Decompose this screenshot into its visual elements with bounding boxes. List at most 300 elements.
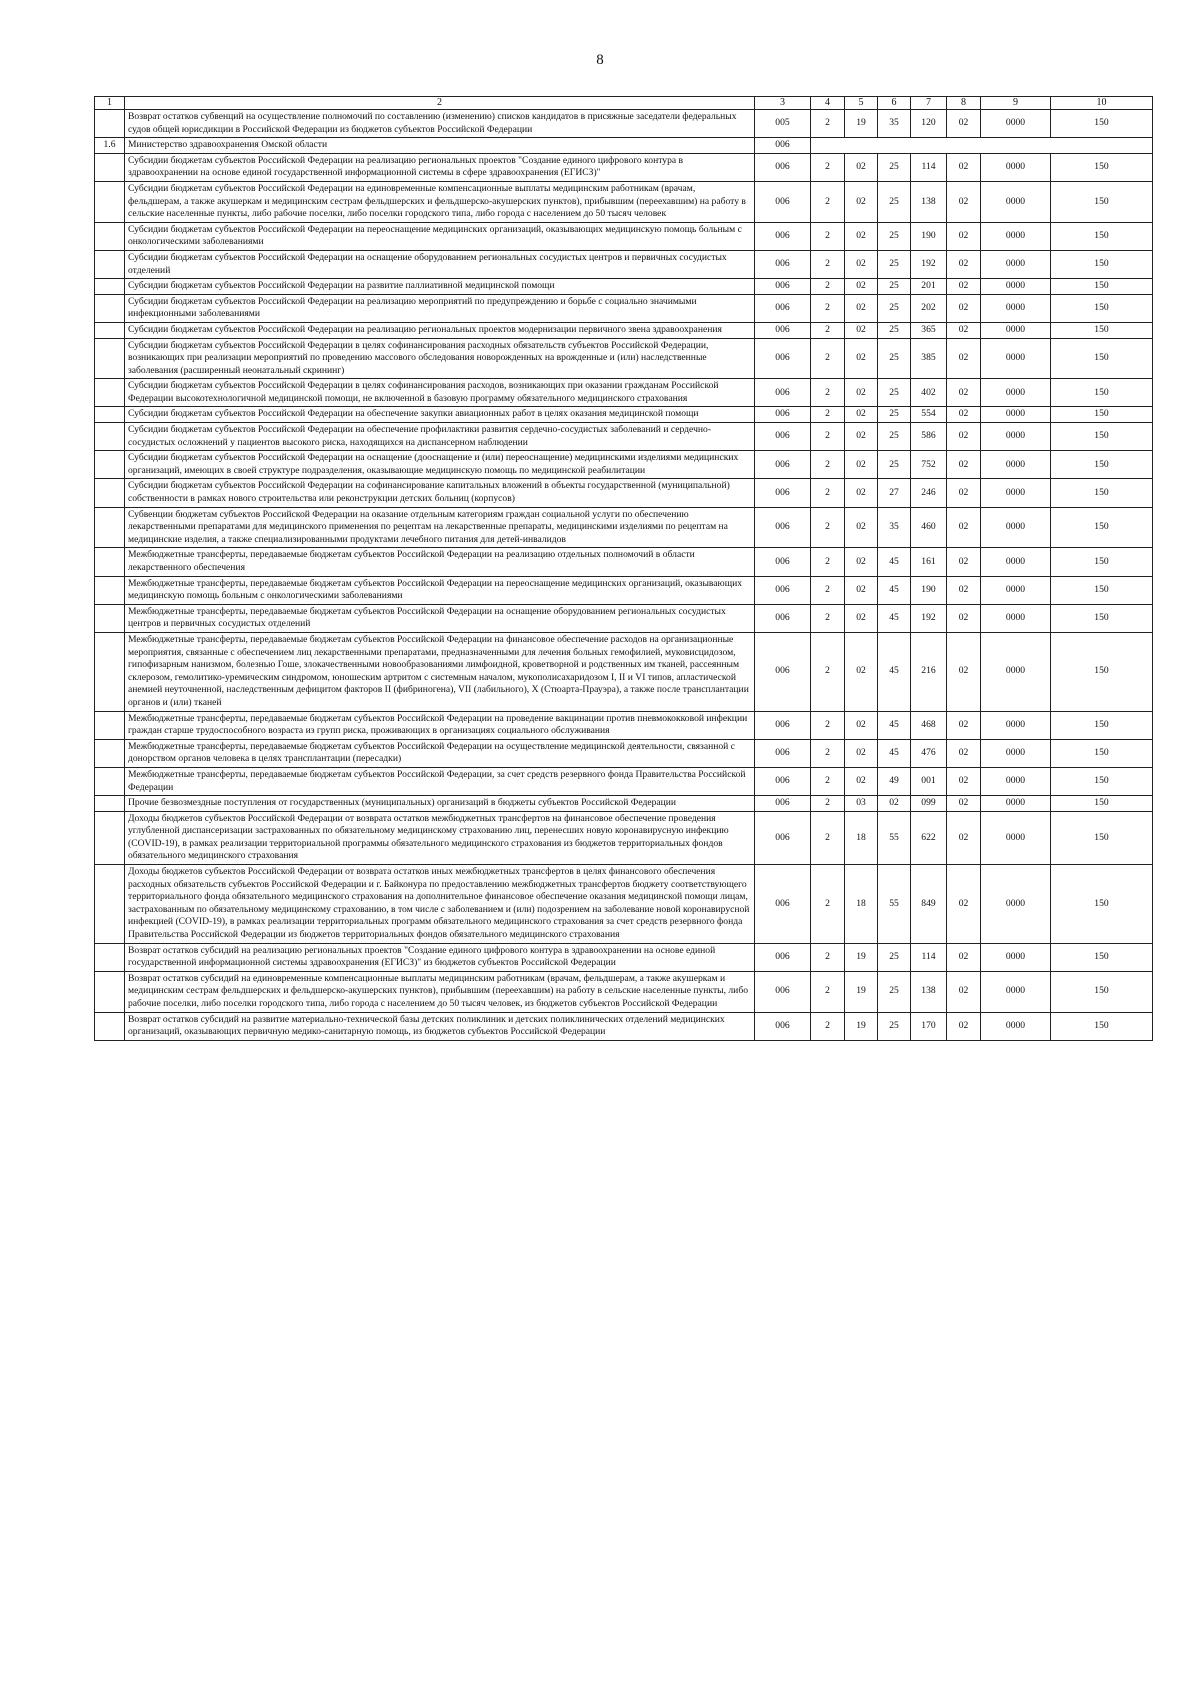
code-cell: 02	[947, 604, 981, 632]
table-row	[95, 632, 1153, 711]
row-number	[95, 971, 125, 1012]
code-cell: 02	[947, 811, 981, 864]
code-cell: 25	[878, 451, 911, 479]
code-cell: 006	[755, 604, 811, 632]
code-cell: 150	[1051, 548, 1153, 576]
row-number	[95, 548, 125, 576]
code-cell: 006	[755, 138, 811, 154]
code-cell: 005	[755, 110, 811, 138]
code-cell: 150	[1051, 576, 1153, 604]
code-cell: 150	[1051, 507, 1153, 548]
row-number	[95, 181, 125, 222]
code-cell: 006	[755, 865, 811, 944]
code-cell: 25	[878, 294, 911, 322]
table-row	[95, 971, 1153, 1012]
row-number	[95, 943, 125, 971]
table-row	[95, 110, 1153, 138]
code-cell: 02	[845, 548, 878, 576]
code-cell: 2	[811, 181, 845, 222]
code-cell: 150	[1051, 338, 1153, 379]
table-row	[95, 507, 1153, 548]
code-cell: 202	[911, 294, 947, 322]
row-number	[95, 811, 125, 864]
code-cell: 150	[1051, 153, 1153, 181]
code-cell: 02	[845, 507, 878, 548]
code-cell: 150	[1051, 767, 1153, 795]
code-cell: 120	[911, 110, 947, 138]
header-cell: 7	[911, 97, 947, 110]
code-cell: 02	[947, 632, 981, 711]
code-cell: 45	[878, 739, 911, 767]
code-cell: 150	[1051, 711, 1153, 739]
code-cell: 2	[811, 943, 845, 971]
code-cell: 02	[845, 604, 878, 632]
code-cell: 2	[811, 451, 845, 479]
table-row	[95, 338, 1153, 379]
code-cell: 02	[947, 479, 981, 507]
code-cell: 35	[878, 110, 911, 138]
table-row	[95, 604, 1153, 632]
row-name: Субсидии бюджетам субъектов Российской Федерации на реализацию региональных проектов модернизации первичного звена здравоохранения	[125, 322, 755, 338]
table-row	[95, 279, 1153, 295]
code-cell: 0000	[981, 423, 1051, 451]
code-cell: 02	[947, 181, 981, 222]
code-cell: 0000	[981, 279, 1051, 295]
code-cell: 02	[845, 632, 878, 711]
table-row	[95, 943, 1153, 971]
header-cell: 5	[845, 97, 878, 110]
code-cell: 02	[845, 181, 878, 222]
table-row	[95, 379, 1153, 407]
row-number	[95, 796, 125, 812]
code-cell: 2	[811, 971, 845, 1012]
header-cell: 6	[878, 97, 911, 110]
code-cell: 0000	[981, 767, 1051, 795]
code-cell: 006	[755, 181, 811, 222]
row-name: Межбюджетные трансферты, передаваемые бюджетам субъектов Российской Федерации, за счет средств резервного фонда Правительства Российской Федерации	[125, 767, 755, 795]
code-cell: 554	[911, 407, 947, 423]
row-name: Субсидии бюджетам субъектов Российской Федерации на реализацию мероприятий по предупреждению и борьбе с социально значимыми инфекционными заболеваниями	[125, 294, 755, 322]
code-cell: 02	[845, 322, 878, 338]
code-cell: 2	[811, 294, 845, 322]
code-cell: 150	[1051, 604, 1153, 632]
table-row	[95, 250, 1153, 278]
row-number	[95, 338, 125, 379]
header-cell: 10	[1051, 97, 1153, 110]
code-cell: 45	[878, 632, 911, 711]
code-cell: 385	[911, 338, 947, 379]
code-cell: 150	[1051, 971, 1153, 1012]
code-cell: 2	[811, 507, 845, 548]
row-name: Межбюджетные трансферты, передаваемые бюджетам субъектов Российской Федерации на реализацию отдельных полномочий в области лекарственного обеспечения	[125, 548, 755, 576]
code-cell: 02	[845, 423, 878, 451]
row-number	[95, 153, 125, 181]
code-cell: 02	[845, 451, 878, 479]
row-name: Возврат остатков субвенций на осуществление полномочий по составлению (изменению) списков кандидатов в присяжные заседатели федеральных судов общей юрисдикции в Российской Федерации из бюджетов субъектов Российской Федерации	[125, 110, 755, 138]
code-cell: 170	[911, 1012, 947, 1040]
code-cell: 02	[845, 711, 878, 739]
code-cell: 02	[947, 971, 981, 1012]
code-cell: 2	[811, 632, 845, 711]
code-cell: 0000	[981, 576, 1051, 604]
row-name: Межбюджетные трансферты, передаваемые бюджетам субъектов Российской Федерации на осуществление медицинской деятельности, связанной с донорством органов человека в целях трансплантации (пересадки)	[125, 739, 755, 767]
row-number	[95, 767, 125, 795]
code-cell: 27	[878, 479, 911, 507]
code-cell: 006	[755, 767, 811, 795]
code-cell: 099	[911, 796, 947, 812]
code-cell: 006	[755, 971, 811, 1012]
code-cell: 18	[845, 865, 878, 944]
row-number	[95, 576, 125, 604]
code-cell: 0000	[981, 943, 1051, 971]
code-cell: 55	[878, 811, 911, 864]
code-cell: 02	[947, 250, 981, 278]
code-cell: 2	[811, 338, 845, 379]
row-number	[95, 604, 125, 632]
code-cell: 476	[911, 739, 947, 767]
code-cell: 02	[947, 110, 981, 138]
code-cell: 006	[755, 632, 811, 711]
code-cell: 0000	[981, 865, 1051, 944]
table-row	[95, 711, 1153, 739]
code-cell: 150	[1051, 865, 1153, 944]
code-cell: 2	[811, 279, 845, 295]
table-row	[95, 767, 1153, 795]
code-cell: 18	[845, 811, 878, 864]
code-cell: 2	[811, 407, 845, 423]
code-cell: 25	[878, 279, 911, 295]
code-cell: 150	[1051, 407, 1153, 423]
code-cell: 02	[947, 407, 981, 423]
code-cell: 45	[878, 711, 911, 739]
code-cell: 150	[1051, 423, 1153, 451]
row-number	[95, 407, 125, 423]
code-cell: 25	[878, 181, 911, 222]
code-cell: 0000	[981, 222, 1051, 250]
table-row	[95, 576, 1153, 604]
code-cell: 0000	[981, 507, 1051, 548]
code-cell: 02	[845, 379, 878, 407]
row-number	[95, 222, 125, 250]
row-name: Субсидии бюджетам субъектов Российской Федерации в целях софинансирования расходных обязательств субъектов Российской Федерации, возникающих при реализации мероприятий по проведению массового обследования новорожденных на врожденные и (или) наследственные заболевания (расширенный неонатальный скрининг)	[125, 338, 755, 379]
code-cell: 2	[811, 711, 845, 739]
code-cell: 150	[1051, 379, 1153, 407]
row-number	[95, 632, 125, 711]
code-cell: 006	[755, 153, 811, 181]
code-cell: 0000	[981, 153, 1051, 181]
table-row	[95, 222, 1153, 250]
code-cell: 006	[755, 322, 811, 338]
row-number	[95, 739, 125, 767]
code-cell: 752	[911, 451, 947, 479]
row-name: Субсидии бюджетам субъектов Российской Федерации на переоснащение медицинских организаций, оказывающих медицинскую помощь больным с онкологическими заболеваниями	[125, 222, 755, 250]
code-cell: 216	[911, 632, 947, 711]
header-row	[95, 97, 1153, 110]
row-name: Межбюджетные трансферты, передаваемые бюджетам субъектов Российской Федерации на финансовое обеспечение расходов на организационные мероприятия, связанные с обеспечением лиц лекарственными препаратами, предназначенными для лечения больных гемофилией, муковисцидозом, гипофизарным нанизмом, болезнью Гоше, злокачественными новообразованиями лимфоидной, кроветворной и родственных им тканей, рассеянным склерозом, гемолитико-уремическим синдромом, юношеским артритом с системным началом, мукополисахаридозом I, II и VI типов, апластической анемией неуточненной, наследственным дефицитом факторов II (фибриногена), VII (лабильного), X (Стюарта-Прауэра), а также после трансплантации органов и (или) тканей	[125, 632, 755, 711]
code-cell: 0000	[981, 322, 1051, 338]
code-cell: 25	[878, 222, 911, 250]
code-cell: 2	[811, 153, 845, 181]
code-cell: 006	[755, 1012, 811, 1040]
code-cell: 2	[811, 576, 845, 604]
code-cell: 0000	[981, 1012, 1051, 1040]
code-cell: 02	[947, 548, 981, 576]
code-cell: 45	[878, 548, 911, 576]
header-cell: 4	[811, 97, 845, 110]
code-cell: 0000	[981, 711, 1051, 739]
code-cell: 150	[1051, 632, 1153, 711]
code-cell: 0000	[981, 338, 1051, 379]
row-name: Субсидии бюджетам субъектов Российской Федерации на оснащение (дооснащение и (или) переоснащение) медицинскими изделиями медицинских организаций, имеющих в своей структуре подразделения, оказывающие медицинскую помощь по медицинской реабилитации	[125, 451, 755, 479]
table-row	[95, 796, 1153, 812]
code-cell: 0000	[981, 379, 1051, 407]
code-cell: 150	[1051, 739, 1153, 767]
code-cell: 190	[911, 576, 947, 604]
row-number	[95, 294, 125, 322]
row-name: Межбюджетные трансферты, передаваемые бюджетам субъектов Российской Федерации на проведение вакцинации против пневмококковой инфекции граждан старше трудоспособного возраста из групп риска, проживающих в организациях социального обслуживания	[125, 711, 755, 739]
code-cell: 49	[878, 767, 911, 795]
code-cell: 0000	[981, 110, 1051, 138]
row-name: Субсидии бюджетам субъектов Российской Федерации на оснащение оборудованием региональных сосудистых центров и первичных сосудистых отделений	[125, 250, 755, 278]
row-name: Доходы бюджетов субъектов Российской Федерации от возврата остатков межбюджетных трансфертов на финансовое обеспечение проведения углубленной диспансеризации застрахованных по обязательному медицинскому страхованию лиц, перенесших новую коронавирусную инфекцию (COVID-19), в рамках реализации территориальной программы обязательного медицинского страхования из бюджетов территориальных фондов обязательного медицинского страхования	[125, 811, 755, 864]
table-row	[95, 322, 1153, 338]
code-cell: 150	[1051, 181, 1153, 222]
code-cell: 0000	[981, 604, 1051, 632]
code-cell: 19	[845, 110, 878, 138]
code-cell: 849	[911, 865, 947, 944]
code-cell: 2	[811, 423, 845, 451]
table-row	[95, 865, 1153, 944]
row-name: Субсидии бюджетам субъектов Российской Федерации на обеспечение закупки авиационных работ в целях оказания медицинской помощи	[125, 407, 755, 423]
code-cell: 138	[911, 971, 947, 1012]
code-cell: 006	[755, 711, 811, 739]
code-cell: 161	[911, 548, 947, 576]
row-number	[95, 1012, 125, 1040]
code-cell: 2	[811, 739, 845, 767]
code-cell: 02	[947, 379, 981, 407]
code-cell: 006	[755, 423, 811, 451]
code-cell: 2	[811, 322, 845, 338]
code-cell: 150	[1051, 479, 1153, 507]
code-cell: 02	[845, 479, 878, 507]
code-cell: 138	[911, 181, 947, 222]
code-cell: 02	[947, 507, 981, 548]
code-cell: 02	[947, 322, 981, 338]
row-name: Возврат остатков субсидий на реализацию региональных проектов "Создание единого цифрового контура в здравоохранении на основе единой государственной информационной системы здравоохранения (ЕГИСЗ)" из бюджетов субъектов Российской Федерации	[125, 943, 755, 971]
row-number	[95, 250, 125, 278]
code-cell: 02	[845, 767, 878, 795]
table-row	[95, 451, 1153, 479]
code-cell: 02	[947, 423, 981, 451]
code-cell: 02	[845, 250, 878, 278]
code-cell: 25	[878, 322, 911, 338]
code-cell: 006	[755, 250, 811, 278]
table-row	[95, 479, 1153, 507]
code-cell: 02	[845, 222, 878, 250]
table-header	[95, 97, 1153, 110]
code-cell: 2	[811, 767, 845, 795]
table-row	[95, 811, 1153, 864]
code-cell: 02	[845, 407, 878, 423]
code-cell: 0000	[981, 181, 1051, 222]
code-cell: 0000	[981, 451, 1051, 479]
table-row	[95, 294, 1153, 322]
row-name: Министерство здравоохранения Омской области	[125, 138, 755, 154]
row-name: Субсидии бюджетам субъектов Российской Федерации в целях софинансирования расходов, возникающих при оказании гражданам Российской Федерации высокотехнологичной медицинской помощи, не включенной в базовую программу обязательного медицинского страхования	[125, 379, 755, 407]
code-cell: 586	[911, 423, 947, 451]
row-name: Доходы бюджетов субъектов Российской Федерации от возврата остатков иных межбюджетных трансфертов в целях финансового обеспечения расходных обязательств субъектов Российской Федерации и г. Байконура по предоставлению межбюджетных трансфертов бюджету соответствующего территориального фонда обязательного медицинского страхования на дополнительное финансовое обеспечение оказания медицинской помощи лицам, застрахованным по обязательному медицинскому страхованию, в том числе с заболеванием и (или) подозрением на заболевание новой коронавирусной инфекцией (COVID-19), в рамках реализации территориальных программ обязательного медицинского страхования за счет средств резервного фонда Правительства Российской Федерации из бюджетов территориальных фондов обязательного медицинского страхования	[125, 865, 755, 944]
code-cell: 402	[911, 379, 947, 407]
code-cell: 006	[755, 338, 811, 379]
code-cell: 006	[755, 548, 811, 576]
code-cell: 02	[947, 865, 981, 944]
code-cell: 25	[878, 407, 911, 423]
table-row	[95, 407, 1153, 423]
row-name: Субсидии бюджетам субъектов Российской Федерации на развитие паллиативной медицинской помощи	[125, 279, 755, 295]
row-number	[95, 507, 125, 548]
code-cell: 006	[755, 279, 811, 295]
row-number	[95, 379, 125, 407]
code-cell: 25	[878, 1012, 911, 1040]
code-cell: 2	[811, 604, 845, 632]
table-row	[95, 181, 1153, 222]
code-cell: 0000	[981, 250, 1051, 278]
code-cell: 02	[845, 338, 878, 379]
code-cell: 02	[845, 576, 878, 604]
code-cell: 02	[947, 576, 981, 604]
code-cell: 460	[911, 507, 947, 548]
code-cell: 25	[878, 971, 911, 1012]
header-cell: 8	[947, 97, 981, 110]
code-cell: 2	[811, 811, 845, 864]
code-cell: 150	[1051, 110, 1153, 138]
code-cell: 02	[947, 1012, 981, 1040]
code-cell: 114	[911, 943, 947, 971]
table-row	[95, 1012, 1153, 1040]
code-cell: 0000	[981, 294, 1051, 322]
code-cell: 0000	[981, 479, 1051, 507]
code-cell: 02	[947, 338, 981, 379]
code-cell: 150	[1051, 796, 1153, 812]
row-number: 1.6	[95, 138, 125, 154]
row-number	[95, 110, 125, 138]
code-cell: 192	[911, 604, 947, 632]
code-cell: 03	[845, 796, 878, 812]
code-cell: 02	[845, 279, 878, 295]
budget-classification-table	[94, 96, 1153, 1041]
code-cell: 2	[811, 548, 845, 576]
header-cell: 2	[125, 97, 755, 110]
code-cell: 0000	[981, 971, 1051, 1012]
table-body	[95, 110, 1153, 1041]
code-cell: 006	[755, 379, 811, 407]
code-cell: 55	[878, 865, 911, 944]
code-cell: 2	[811, 110, 845, 138]
code-cell: 2	[811, 222, 845, 250]
code-cell: 02	[845, 294, 878, 322]
code-cell: 02	[947, 767, 981, 795]
code-cell: 006	[755, 576, 811, 604]
code-cell: 2	[811, 479, 845, 507]
code-cell: 0000	[981, 632, 1051, 711]
code-cell: 0000	[981, 796, 1051, 812]
code-cell: 2	[811, 379, 845, 407]
code-cell: 02	[947, 943, 981, 971]
code-cell: 192	[911, 250, 947, 278]
code-cell: 02	[947, 279, 981, 295]
code-cell: 02	[947, 451, 981, 479]
code-cell: 150	[1051, 250, 1153, 278]
row-number	[95, 451, 125, 479]
row-number	[95, 711, 125, 739]
code-cell: 150	[1051, 451, 1153, 479]
code-cell: 150	[1051, 279, 1153, 295]
code-cell: 2	[811, 1012, 845, 1040]
row-name: Субвенции бюджетам субъектов Российской Федерации на оказание отдельным категориям граждан социальной услуги по обеспечению лекарственными препаратами для медицинского применения по рецептам на лекарственные препараты, медицинскими изделиями по рецептам на медицинские изделия, а также специализированными продуктами лечебного питания для детей-инвалидов	[125, 507, 755, 548]
code-cell: 45	[878, 604, 911, 632]
code-cell: 0000	[981, 407, 1051, 423]
row-number	[95, 479, 125, 507]
table-row	[95, 548, 1153, 576]
code-cell: 006	[755, 222, 811, 250]
code-cell: 02	[947, 739, 981, 767]
code-cell: 006	[755, 943, 811, 971]
row-name: Возврат остатков субсидий на единовременные компенсационные выплаты медицинским работникам (врачам, фельдшерам, а также акушеркам и медицинским сестрам фельдшерских и фельдшерско-акушерских пунктов), прибывшим (переехавшим) на работу в сельские населенные пункты, либо рабочие поселки, либо поселки городского типа, либо города с населением до 50 тысяч человек, из бюджетов субъектов Российской Федерации	[125, 971, 755, 1012]
row-name: Субсидии бюджетам субъектов Российской Федерации на обеспечение профилактики развития сердечно-сосудистых заболеваний и сердечно-сосудистых осложнений у пациентов высокого риска, находящихся на диспансерном наблюдении	[125, 423, 755, 451]
code-cell: 365	[911, 322, 947, 338]
code-cell: 19	[845, 971, 878, 1012]
code-cell: 006	[755, 294, 811, 322]
code-cell: 25	[878, 338, 911, 379]
code-cell: 006	[755, 811, 811, 864]
code-cell: 0000	[981, 811, 1051, 864]
code-cell: 45	[878, 576, 911, 604]
code-cell: 622	[911, 811, 947, 864]
row-number	[95, 423, 125, 451]
row-name: Возврат остатков субсидий на развитие материально-технической базы детских поликлиник и детских поликлинических отделений медицинских организаций, оказывающих первичную медико-санитарную помощь, из бюджетов субъектов Российской Федерации	[125, 1012, 755, 1040]
code-cell: 150	[1051, 322, 1153, 338]
code-cell: 006	[755, 739, 811, 767]
row-number	[95, 322, 125, 338]
code-cell: 2	[811, 865, 845, 944]
code-cell: 006	[755, 507, 811, 548]
code-cell: 201	[911, 279, 947, 295]
row-name: Межбюджетные трансферты, передаваемые бюджетам субъектов Российской Федерации на переоснащение медицинских организаций, оказывающих медицинскую помощь больным с онкологическими заболеваниями	[125, 576, 755, 604]
code-cell: 02	[947, 222, 981, 250]
code-cell: 150	[1051, 1012, 1153, 1040]
code-cell: 114	[911, 153, 947, 181]
code-cell: 25	[878, 943, 911, 971]
header-cell: 3	[755, 97, 811, 110]
code-cell: 190	[911, 222, 947, 250]
code-cell: 19	[845, 943, 878, 971]
code-cell: 25	[878, 153, 911, 181]
table-row	[95, 138, 1153, 154]
code-cell: 2	[811, 250, 845, 278]
table-row	[95, 739, 1153, 767]
code-cell: 25	[878, 379, 911, 407]
code-cell: 150	[1051, 811, 1153, 864]
row-number	[95, 279, 125, 295]
code-cell: 001	[911, 767, 947, 795]
code-cell: 25	[878, 423, 911, 451]
row-name: Прочие безвозмездные поступления от государственных (муниципальных) организаций в бюджеты субъектов Российской Федерации	[125, 796, 755, 812]
code-cell: 02	[947, 796, 981, 812]
code-cell: 25	[878, 250, 911, 278]
code-cell: 246	[911, 479, 947, 507]
page-number: 8	[596, 52, 604, 68]
row-name: Субсидии бюджетам субъектов Российской Федерации на софинансирование капитальных вложений в объекты государственной (муниципальной) собственности в рамках нового строительства или реконструкции детских больниц (корпусов)	[125, 479, 755, 507]
